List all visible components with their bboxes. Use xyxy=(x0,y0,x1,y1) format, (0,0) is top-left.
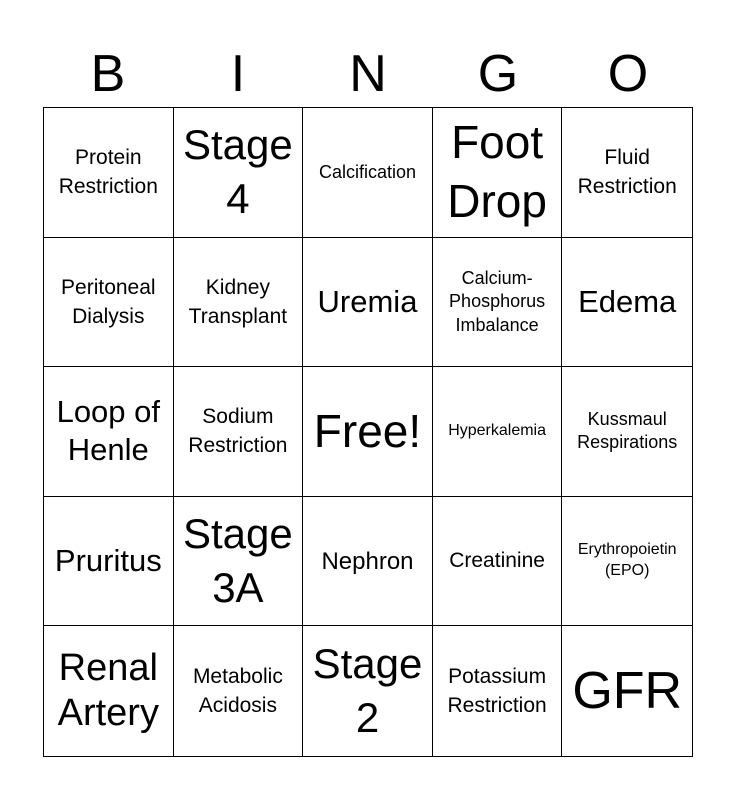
bingo-cell-label: Edema xyxy=(578,283,677,319)
bingo-cell-i1[interactable] xyxy=(174,108,304,238)
bingo-cell-n1[interactable] xyxy=(303,108,433,238)
bingo-cell-g4[interactable] xyxy=(433,497,563,627)
bingo-cell-n3[interactable] xyxy=(303,367,433,497)
bingo-cell-label: Calcification xyxy=(318,161,417,182)
bingo-cell-b2[interactable] xyxy=(44,238,174,368)
header-letter-n: N xyxy=(349,45,387,103)
header-letter-o: O xyxy=(607,45,649,103)
bingo-cell-g1[interactable] xyxy=(433,108,563,238)
bingo-cell-label: Kidney Transplant xyxy=(188,275,288,328)
bingo-cell-b5[interactable] xyxy=(44,626,174,756)
bingo-board xyxy=(43,107,693,757)
bingo-cell-label: Peritoneal Dialysis xyxy=(61,275,156,328)
bingo-cell-g5[interactable] xyxy=(433,626,563,756)
bingo-cell-n4[interactable] xyxy=(303,497,433,627)
bingo-cell-label: Pruritus xyxy=(54,542,162,578)
bingo-cell-label: Stage 2 xyxy=(312,639,423,742)
bingo-cell-label: Renal Artery xyxy=(57,646,159,735)
bingo-cell-label: Stage 4 xyxy=(183,120,293,223)
bingo-cell-label: Calcium- Phosphorus Imbalance xyxy=(449,267,546,335)
header-letter-i: I xyxy=(230,45,246,103)
bingo-cell-label: Kussmaul Respirations xyxy=(577,409,678,453)
header-letter-b: B xyxy=(90,45,126,103)
bingo-cell-b1[interactable] xyxy=(44,108,174,238)
bingo-cell-label: Fluid Restriction xyxy=(577,145,677,199)
bingo-cell-label: Sodium Restriction xyxy=(188,405,288,458)
bingo-cell-label: Nephron xyxy=(321,547,414,575)
bingo-cell-label: Potassium Restriction xyxy=(447,664,547,718)
bingo-cell-i4[interactable] xyxy=(174,497,304,627)
bingo-cell-label: Hyperkalemia xyxy=(448,422,546,440)
header-letter-g: G xyxy=(477,45,519,103)
bingo-cell-o1[interactable] xyxy=(562,108,692,238)
bingo-cell-i2[interactable] xyxy=(174,238,304,368)
bingo-cell-label: Metabolic Acidosis xyxy=(192,664,283,718)
bingo-cell-label: Stage 3A xyxy=(183,509,293,612)
bingo-cell-o2[interactable] xyxy=(562,238,692,368)
bingo-cell-o3[interactable] xyxy=(562,367,692,497)
bingo-cell-label: GFR xyxy=(572,662,683,721)
bingo-cell-n2[interactable] xyxy=(303,238,433,368)
bingo-cell-i5[interactable] xyxy=(174,626,304,756)
bingo-cell-g2[interactable] xyxy=(433,238,563,368)
bingo-cell-label: Creatinine xyxy=(449,549,545,573)
bingo-cell-g3[interactable] xyxy=(433,367,563,497)
bingo-cell-label: Loop of Henle xyxy=(56,393,161,468)
bingo-header xyxy=(43,42,693,106)
bingo-cell-b4[interactable] xyxy=(44,497,174,627)
bingo-cell-o5[interactable] xyxy=(562,626,692,756)
bingo-cell-label: Protein Restriction xyxy=(58,145,158,199)
bingo-cell-i3[interactable] xyxy=(174,367,304,497)
bingo-cell-n5[interactable] xyxy=(303,626,433,756)
bingo-cell-label: Uremia xyxy=(317,283,418,319)
bingo-cell-label: Foot Drop xyxy=(447,115,547,228)
bingo-cell-label: Erythropoietin (EPO) xyxy=(577,541,677,580)
bingo-cell-b3[interactable] xyxy=(44,367,174,497)
bingo-cell-label: Free! xyxy=(313,404,422,457)
bingo-cell-o4[interactable] xyxy=(562,497,692,627)
